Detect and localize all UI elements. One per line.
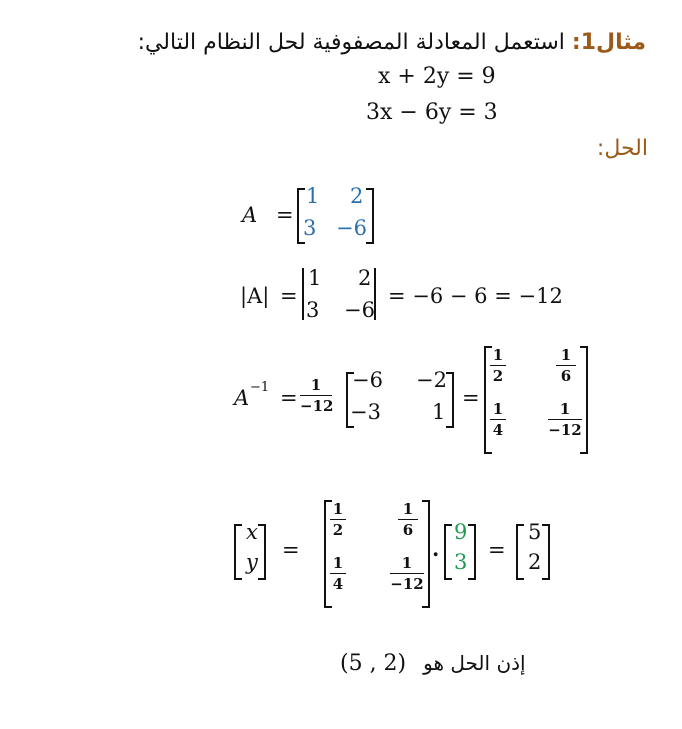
det-bar-left [302,268,304,320]
bracket-right [366,188,374,244]
conclusion-pair: (5 , 2) [340,651,407,676]
adj-12: −2 [416,368,447,392]
inv2-22: 1 −12 [390,554,424,593]
var-x: x [246,520,258,544]
conclusion-text: إذن الحل هو [423,651,526,675]
const-3: 3 [454,550,468,574]
answer-5: 5 [528,520,542,544]
inv2-12: 1 6 [398,500,418,539]
adj-11: −6 [352,368,383,392]
determinant-rhs: = −6 − 6 = −12 [388,284,563,308]
matrix-a-21: 3 [303,216,317,240]
equation-1: x + 2y = 9 [378,64,496,89]
inverse-coefficient: 1 −12 [300,376,334,415]
det-bar-right [374,268,376,320]
matrix-a-equals: = [276,203,294,227]
det-21: 3 [306,298,320,322]
determinant-lhs: |A| [240,284,270,308]
answer-2: 2 [528,550,542,574]
const-bracket-left [444,524,452,580]
example-title [138,30,646,55]
matrix-a-11: 1 [306,184,320,208]
det-12: 2 [358,266,372,290]
var-y: y [246,550,258,574]
example-label: مثال1: [571,30,646,55]
matrix-a-22: −6 [336,216,367,240]
inv2-21: 1 4 [330,554,346,593]
inv-21: 1 4 [490,400,506,439]
matrix-a-name: A [242,203,258,227]
inv-12: 1 6 [556,346,576,385]
matrix-a-12: 2 [350,184,364,208]
inv-11: 1 2 [490,346,506,385]
inverse-sup: −1 [250,380,270,395]
example-text: استعمل المعادلة المصفوفية لحل النظام التالي: [137,30,565,55]
xy-bracket-left [234,524,242,580]
solution-label: الحل: [596,136,648,161]
inv2-11: 1 2 [330,500,346,539]
inverse-lhs: A [234,386,250,410]
inv-bracket-right [580,346,588,454]
const-9: 9 [454,520,468,544]
xy-bracket-right [258,524,266,580]
inv-22: 1 −12 [548,400,582,439]
adj-bracket-right [446,372,454,428]
ans-bracket-right [542,524,550,580]
det-22: −6 [344,298,375,322]
const-bracket-right [468,524,476,580]
ans-bracket-left [516,524,524,580]
conclusion [340,651,526,676]
adj-22: 1 [432,400,446,424]
equation-2: 3x − 6y = 3 [366,100,498,125]
inv2-bracket-right [422,500,430,608]
adj-21: −3 [350,400,381,424]
det-11: 1 [308,266,322,290]
